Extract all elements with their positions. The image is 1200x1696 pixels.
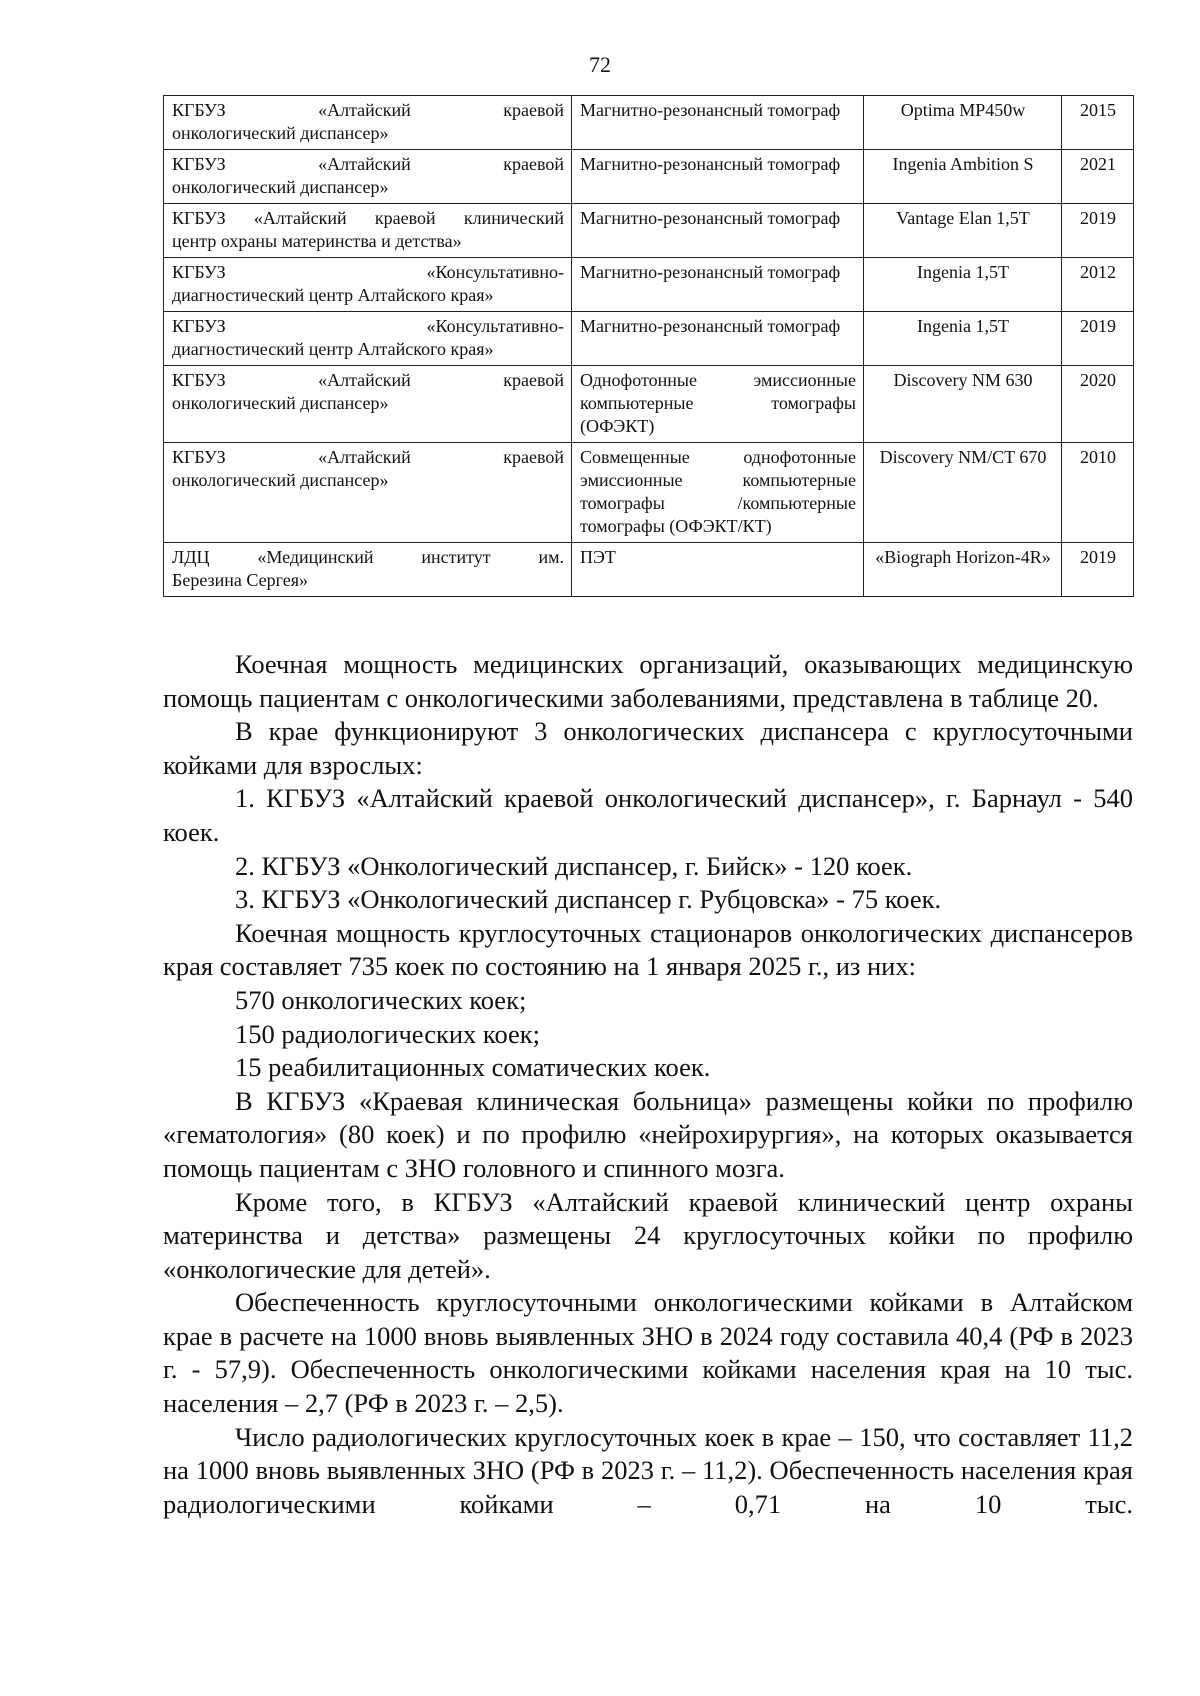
paragraph: Коечная мощность круглосуточных стационаров онкологических диспансеров края составляет 735 коек по состоянию на 1 января 2025 г., из них:: [163, 917, 1133, 982]
paragraph: В крае функционируют 3 онкологических диспансера с круглосуточными койками для взрослых:: [163, 716, 1133, 780]
organization-cell: [164, 312, 572, 366]
organization-cell: [164, 258, 572, 312]
year-cell: 2019: [1062, 543, 1134, 597]
list-item: 150 радиологических коек;: [235, 1018, 541, 1049]
paragraph: Число радиологических круглосуточных коек в крае – 150, что составляет 11,2 на 1000 вновь выявленных ЗНО (РФ в 2023 г. – 11,2). Обеспеченность населения края радиологическими койками – 0,71 на 10 тыс.: [163, 1421, 1133, 1519]
model-cell: Ingenia Ambition S: [864, 150, 1062, 204]
organization-line: онкологический диспансер»: [172, 177, 389, 197]
organization-line: КГБУЗ «Алтайский краевой: [172, 154, 564, 174]
year-cell: 2019: [1062, 312, 1134, 366]
paragraph: Кроме того, в КГБУЗ «Алтайский краевой клинический центр охраны материнства и детства» размещены 24 круглосуточных койки по профилю «онкологические для детей».: [163, 1186, 1133, 1284]
year-cell: 2020: [1062, 366, 1134, 443]
organization-line: центр охраны материнства и детства»: [172, 231, 462, 251]
organization-line: КГБУЗ «Алтайский краевой клинический: [172, 208, 564, 228]
organization-cell: [164, 543, 572, 597]
list-item: 570 онкологических коек;: [235, 984, 527, 1015]
equipment-type-cell: Магнитно-резонансный томограф: [572, 150, 864, 204]
organization-cell: [164, 443, 572, 543]
organization-line: онкологический диспансер»: [172, 470, 389, 490]
organization-cell: [164, 204, 572, 258]
table-row: [164, 443, 1134, 543]
organization-line: Березина Сергея»: [172, 570, 309, 590]
table-row: [164, 150, 1134, 204]
organization-line: диагностический центр Алтайского края»: [172, 339, 494, 359]
model-cell: Discovery NM/CT 670: [864, 443, 1062, 543]
table-row: [164, 366, 1134, 443]
model-cell: «Biograph Horizon-4R»: [864, 543, 1062, 597]
organization-line: КГБУЗ «Алтайский краевой: [172, 370, 564, 390]
model-cell: Ingenia 1,5T: [864, 258, 1062, 312]
organization-line: КГБУЗ «Консультативно-: [172, 316, 564, 336]
organization-cell: [164, 96, 572, 150]
equipment-type-cell: Однофотонные эмиссионные компьютерные томографы (ОФЭКТ): [572, 366, 864, 443]
year-cell: 2012: [1062, 258, 1134, 312]
table-row: [164, 204, 1134, 258]
year-cell: 2010: [1062, 443, 1134, 543]
equipment-table: [163, 95, 1134, 597]
year-cell: 2021: [1062, 150, 1134, 204]
organization-line: онкологический диспансер»: [172, 393, 389, 413]
model-cell: Ingenia 1,5T: [864, 312, 1062, 366]
year-cell: 2019: [1062, 204, 1134, 258]
body-text: [163, 648, 1133, 1521]
organization-line: онкологический диспансер»: [172, 123, 389, 143]
organization-cell: [164, 150, 572, 204]
model-cell: Discovery NM 630: [864, 366, 1062, 443]
organization-line: КГБУЗ «Алтайский краевой: [172, 447, 564, 467]
equipment-type-cell: Магнитно-резонансный томограф: [572, 312, 864, 366]
page-number: 72: [589, 52, 611, 77]
paragraph: В КГБУЗ «Краевая клиническая больница» размещены койки по профилю «гематология» (80 коек) и по профилю «нейрохирургия», на которых оказывается помощь пациентам с ЗНО головного и спинного мозга.: [163, 1085, 1133, 1183]
list-item: 1. КГБУЗ «Алтайский краевой онкологический диспансер», г. Барнаул - 540 коек.: [163, 783, 1133, 847]
equipment-type-cell: Магнитно-резонансный томограф: [572, 258, 864, 312]
table-row: [164, 96, 1134, 150]
organization-cell: [164, 366, 572, 443]
organization-line: КГБУЗ «Консультативно-: [172, 262, 564, 282]
paragraph: Обеспеченность круглосуточными онкологическими койками в Алтайском крае в расчете на 1000 вновь выявленных ЗНО в 2024 году составила 40,4 (РФ в 2023 г. - 57,9). Обеспеченность онкологическими койками населения края на 10 тыс. населения – 2,7 (РФ в 2023 г. – 2,5).: [163, 1287, 1133, 1419]
list-item: 15 реабилитационных соматических коек.: [235, 1052, 711, 1083]
model-cell: Vantage Elan 1,5T: [864, 204, 1062, 258]
equipment-type-cell: Магнитно-резонансный томограф: [572, 204, 864, 258]
list-item: 2. КГБУЗ «Онкологический диспансер, г. Бийск» - 120 коек.: [235, 850, 913, 881]
organization-line: диагностический центр Алтайского края»: [172, 285, 494, 305]
table-row: [164, 543, 1134, 597]
paragraph: Коечная мощность медицинских организаций, оказывающих медицинскую помощь пациентам с онкологическими заболеваниями, представлена в таблице 20.: [163, 649, 1133, 713]
table-row: [164, 312, 1134, 366]
table-row: [164, 258, 1134, 312]
list-item: 3. КГБУЗ «Онкологический диспансер г. Рубцовска» - 75 коек.: [235, 884, 942, 915]
year-cell: 2015: [1062, 96, 1134, 150]
organization-line: ЛДЦ «Медицинский институт им.: [172, 547, 564, 567]
equipment-type-cell: Совмещенные однофотонные эмиссионные компьютерные томографы /компьютерные томографы (ОФЭКТ/КТ): [572, 443, 864, 543]
equipment-type-cell: Магнитно-резонансный томограф: [572, 96, 864, 150]
equipment-type-cell: ПЭТ: [572, 543, 864, 597]
model-cell: Optima MP450w: [864, 96, 1062, 150]
organization-line: КГБУЗ «Алтайский краевой: [172, 100, 564, 120]
